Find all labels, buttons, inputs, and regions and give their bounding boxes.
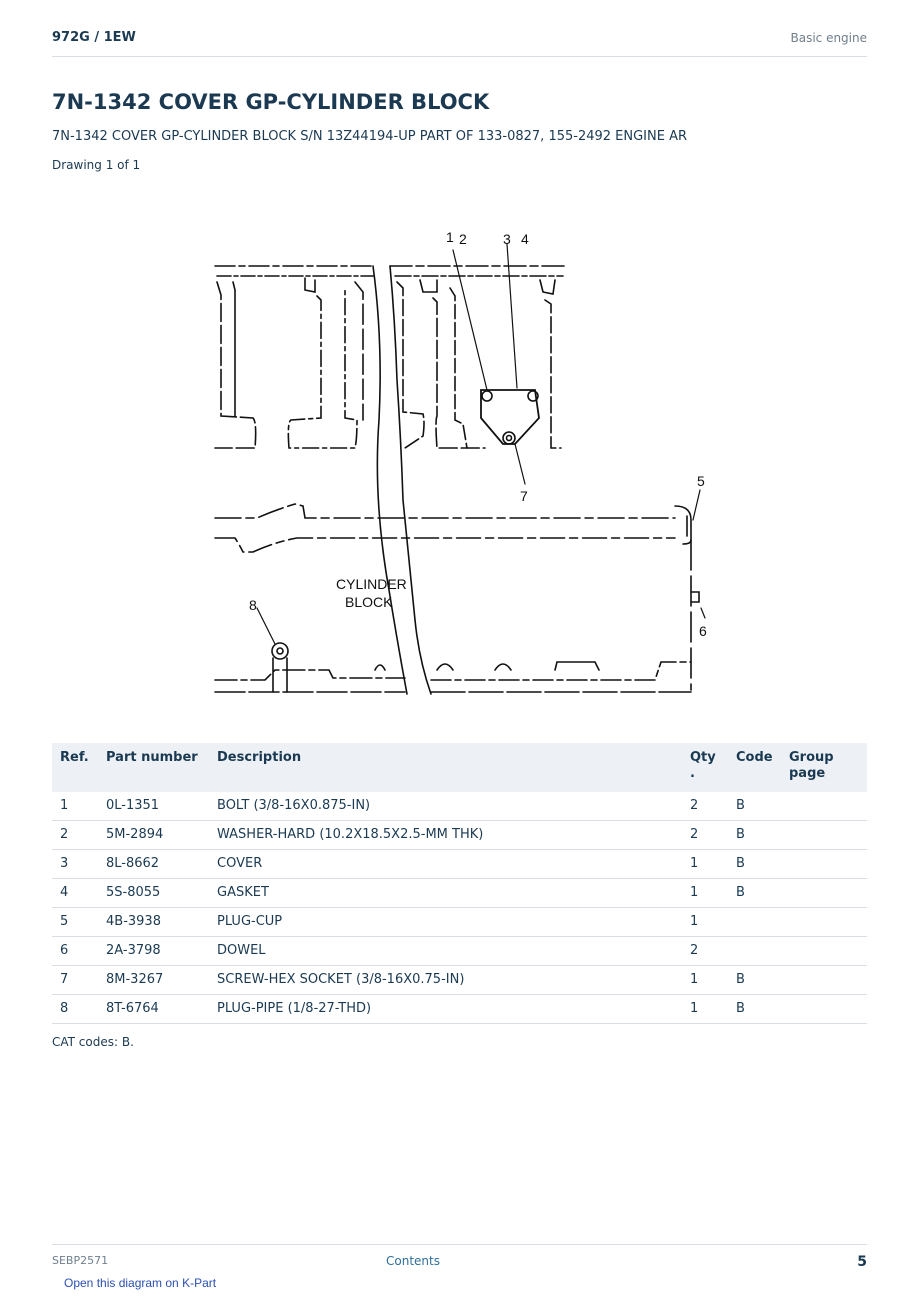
cat-codes-note: CAT codes: B.	[52, 1035, 134, 1049]
header-ref: Ref.	[52, 743, 98, 792]
callout-7: 7	[520, 488, 528, 504]
table-row	[52, 792, 867, 821]
cell-ref: 3	[52, 850, 98, 879]
page-footer	[52, 1244, 867, 1275]
cell-code: B	[728, 966, 781, 995]
page-subtitle: 7N-1342 COVER GP-CYLINDER BLOCK S/N 13Z44194-UP PART OF 133-0827, 155-2492 ENGINE AR	[52, 129, 688, 144]
page-number: 5	[857, 1254, 867, 1270]
block-label-line1: CYLINDER	[336, 576, 407, 592]
cell-ref: 5	[52, 908, 98, 937]
cell-group-page	[781, 937, 867, 966]
header-group-page: Group page	[781, 743, 867, 792]
cell-code: B	[728, 879, 781, 908]
cell-code: B	[728, 821, 781, 850]
cell-code	[728, 937, 781, 966]
cell-qty: 1	[682, 966, 728, 995]
callout-2: 2	[459, 231, 467, 247]
cell-code: B	[728, 850, 781, 879]
kpart-diagram-link[interactable]: Open this diagram on K-Part	[64, 1276, 217, 1290]
drawing-label: Drawing 1 of 1	[52, 158, 141, 172]
cell-group-page	[781, 995, 867, 1024]
cell-description: WASHER-HARD (10.2X18.5X2.5-MM THK)	[209, 821, 682, 850]
cell-ref: 7	[52, 966, 98, 995]
table-row	[52, 908, 867, 937]
table-row	[52, 850, 867, 879]
cell-part-number: 5M-2894	[98, 821, 209, 850]
cell-description: GASKET	[209, 879, 682, 908]
table-row	[52, 966, 867, 995]
cell-description: PLUG-CUP	[209, 908, 682, 937]
cell-qty: 1	[682, 995, 728, 1024]
cell-group-page	[781, 821, 867, 850]
cell-group-page	[781, 850, 867, 879]
cell-group-page	[781, 792, 867, 821]
cell-description: DOWEL	[209, 937, 682, 966]
cell-part-number: 8M-3267	[98, 966, 209, 995]
cell-description: COVER	[209, 850, 682, 879]
cell-part-number: 5S-8055	[98, 879, 209, 908]
table-header-row	[52, 743, 867, 792]
callout-3: 3	[503, 231, 511, 247]
cell-part-number: 2A-3798	[98, 937, 209, 966]
section-label: Basic engine	[790, 31, 867, 45]
cell-part-number: 8L-8662	[98, 850, 209, 879]
callout-6: 6	[699, 623, 707, 639]
callout-8: 8	[249, 597, 257, 613]
cell-description: SCREW-HEX SOCKET (3/8-16X0.75-IN)	[209, 966, 682, 995]
cell-group-page	[781, 908, 867, 937]
cell-qty: 2	[682, 937, 728, 966]
table-row	[52, 879, 867, 908]
cell-part-number: 8T-6764	[98, 995, 209, 1024]
page-title: 7N-1342 COVER GP-CYLINDER BLOCK	[52, 90, 490, 114]
cell-qty: 1	[682, 850, 728, 879]
cell-ref: 6	[52, 937, 98, 966]
cell-part-number: 4B-3938	[98, 908, 209, 937]
header-description: Description	[209, 743, 682, 792]
contents-link[interactable]: Contents	[386, 1254, 440, 1268]
cell-code: B	[728, 792, 781, 821]
callout-4: 4	[521, 231, 529, 247]
cell-part-number: 0L-1351	[98, 792, 209, 821]
document-id: SEBP2571	[52, 1254, 109, 1267]
block-label-line2: BLOCK	[345, 594, 393, 610]
cell-ref: 1	[52, 792, 98, 821]
parts-table	[52, 743, 867, 1024]
header-code: Code	[728, 743, 781, 792]
model-label: 972G / 1EW	[52, 30, 136, 45]
cell-description: PLUG-PIPE (1/8-27-THD)	[209, 995, 682, 1024]
cell-group-page	[781, 966, 867, 995]
cell-ref: 2	[52, 821, 98, 850]
cell-code: B	[728, 995, 781, 1024]
table-row	[52, 995, 867, 1024]
header-qty: Qty .	[682, 743, 728, 792]
parts-diagram	[205, 200, 715, 705]
cell-qty: 2	[682, 792, 728, 821]
table-row	[52, 821, 867, 850]
page-header	[52, 28, 867, 57]
callout-5: 5	[697, 473, 705, 489]
cell-qty: 2	[682, 821, 728, 850]
cell-qty: 1	[682, 908, 728, 937]
callout-1: 1	[446, 229, 454, 245]
table-row	[52, 937, 867, 966]
cell-group-page	[781, 879, 867, 908]
cell-description: BOLT (3/8-16X0.875-IN)	[209, 792, 682, 821]
cell-qty: 1	[682, 879, 728, 908]
cell-code	[728, 908, 781, 937]
cell-ref: 8	[52, 995, 98, 1024]
header-part-number: Part number	[98, 743, 209, 792]
cell-ref: 4	[52, 879, 98, 908]
cylinder-block-drawing	[205, 200, 715, 705]
